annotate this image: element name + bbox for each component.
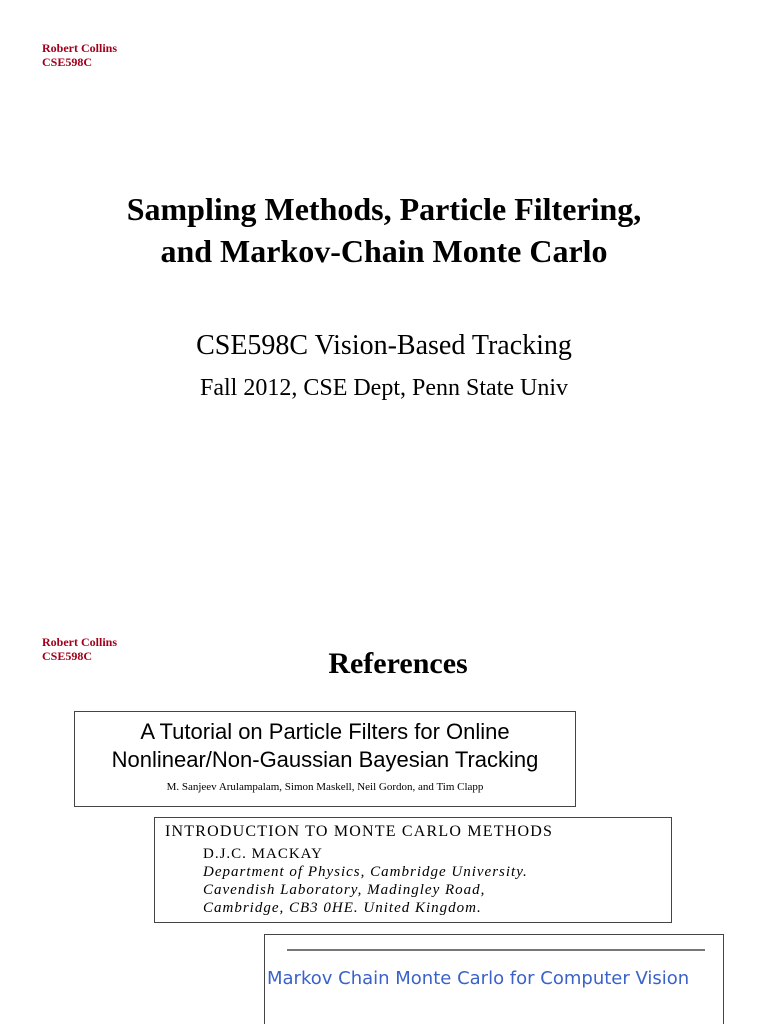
slide-title-line2: and Markov-Chain Monte Carlo	[160, 233, 608, 269]
reference-card-monte-carlo	[154, 817, 672, 923]
author-course: CSE598C	[42, 649, 93, 663]
divider	[287, 949, 705, 951]
reference-title-line2: Nonlinear/Non-Gaussian Bayesian Tracking	[111, 747, 539, 772]
reference-title: INTRODUCTION TO MONTE CARLO METHODS	[165, 823, 554, 840]
course-name: CSE598C Vision-Based Tracking	[196, 330, 572, 361]
author-course: CSE598C	[42, 55, 93, 69]
reference-authors: M. Sanjeev Arulampalam, Simon Maskell, Neil Gordon, and Tim Clapp	[166, 781, 484, 793]
course-term: Fall 2012, CSE Dept, Penn State Univ	[200, 375, 568, 401]
author-name: Robert Collins	[42, 41, 117, 55]
reference-affiliation-line3: Cambridge, CB3 0HE. United Kingdom.	[203, 900, 482, 916]
author-header	[42, 41, 117, 69]
reference-affiliation-line1: Department of Physics, Cambridge University.	[203, 864, 528, 880]
references-slide	[0, 600, 768, 1024]
reference-title: Markov Chain Monte Carlo for Computer Vision	[267, 968, 690, 989]
reference-card-particle-filters	[74, 711, 576, 807]
author-name: Robert Collins	[42, 635, 117, 649]
reference-author: D.J.C. MACKAY	[203, 846, 323, 862]
reference-card-mcmc-vision	[264, 934, 724, 1024]
slide-title-line1: Sampling Methods, Particle Filtering,	[126, 191, 642, 227]
reference-title-line1: A Tutorial on Particle Filters for Online	[140, 719, 510, 744]
references-heading: References	[328, 647, 468, 680]
slide-title	[0, 188, 768, 272]
reference-affiliation-line2: Cavendish Laboratory, Madingley Road,	[203, 882, 486, 898]
